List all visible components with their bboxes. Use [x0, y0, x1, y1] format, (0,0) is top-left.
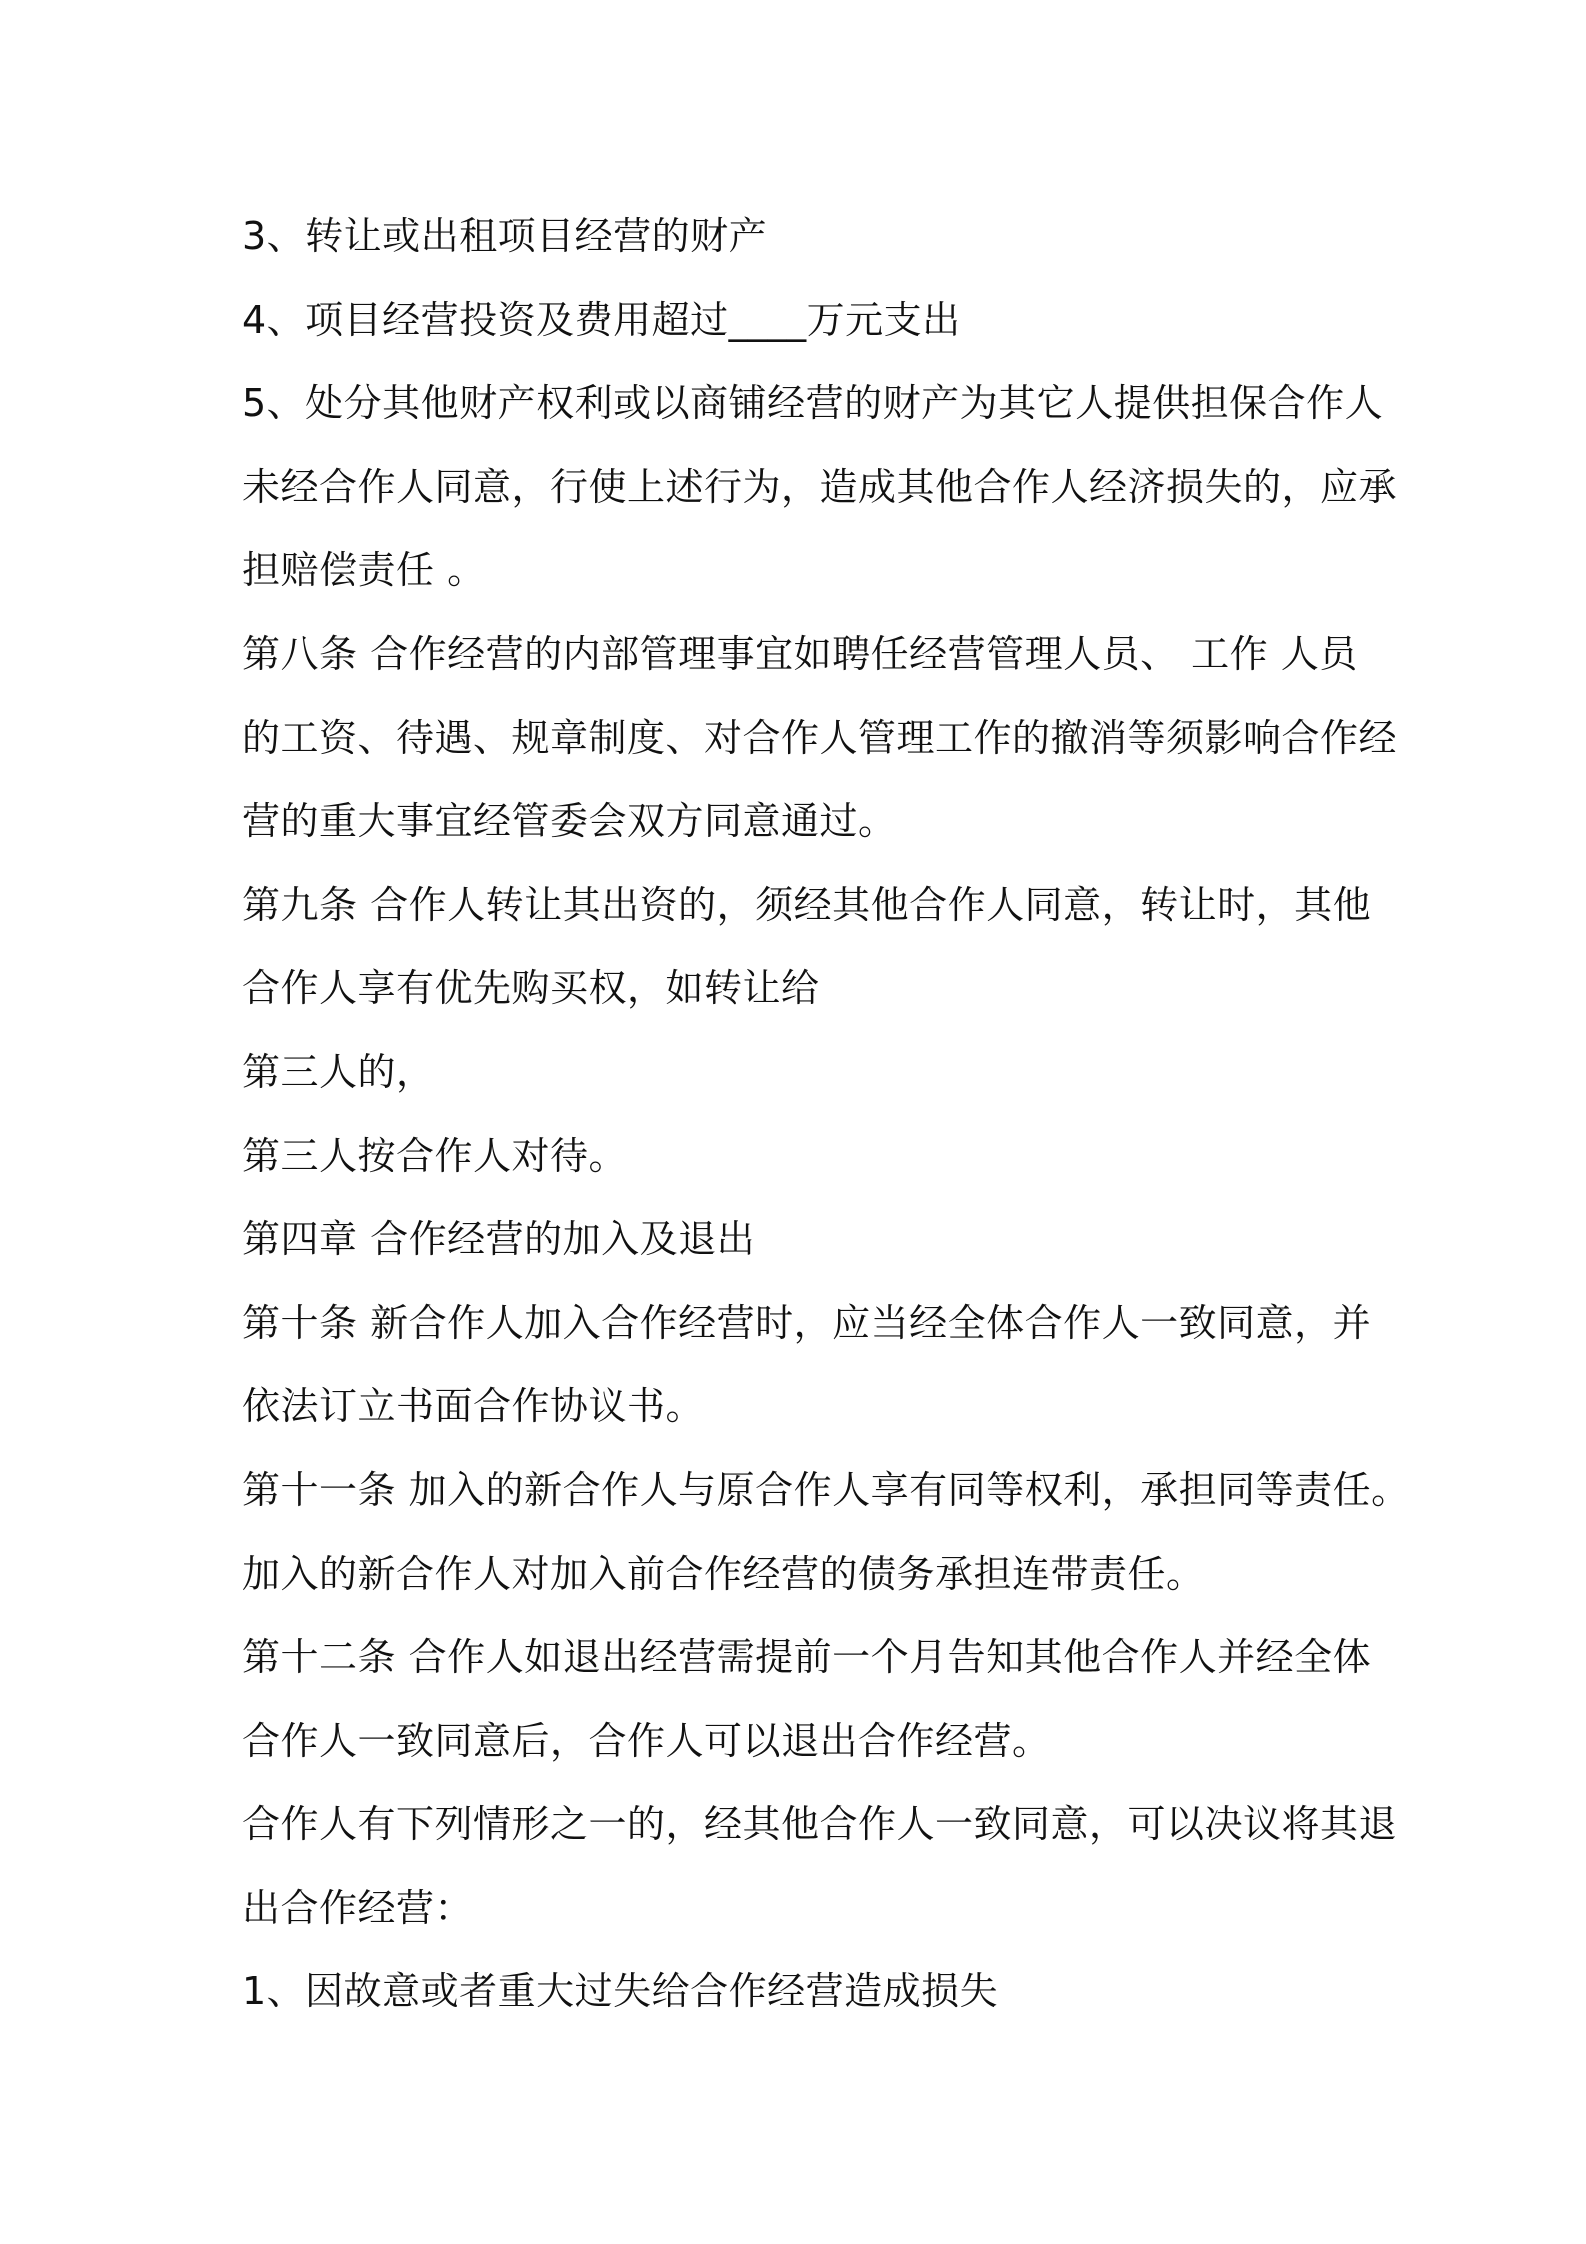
text-line: 第三人按合作人对待。: [242, 1133, 628, 1178]
article-9-heading: 第九条 合作人转让其出资的，须经其他合作人同意，转让时，其他: [242, 882, 1372, 927]
text-line: 出合作经营：: [242, 1885, 474, 1930]
text-line: 担赔偿责任 。: [242, 548, 486, 593]
text-line: 5、处分其他财产权利或以商铺经营的财产为其它人提供担保合作人: [242, 381, 1384, 426]
article-8-heading: 第八条 合作经营的内部管理事宜如聘任经营管理人员、 工作 人员: [242, 631, 1358, 676]
text-line: 合作人有下列情形之一的，经其他合作人一致同意，可以决议将其退: [242, 1802, 1398, 1847]
article-11-heading: 第十一条 加入的新合作人与原合作人享有同等权利，承担同等责任。: [242, 1467, 1410, 1512]
article-10-heading: 第十条 新合作人加入合作经营时，应当经全体合作人一致同意，并: [242, 1300, 1372, 1345]
text-line: 加入的新合作人对加入前合作经营的债务承担连带责任。: [242, 1551, 1205, 1596]
text-line: 依法订立书面合作协议书。: [242, 1384, 705, 1429]
text-line: 营的重大事宜经管委会双方同意通过。: [242, 799, 897, 844]
text-line: 第三人的，: [242, 1049, 435, 1094]
chapter-4-heading: 第四章 合作经营的加入及退出: [242, 1217, 756, 1262]
document-body: [242, 195, 1410, 2034]
text-line: 3、转让或出租项目经营的财产: [242, 214, 768, 258]
article-12-heading: 第十二条 合作人如退出经营需提前一个月告知其他合作人并经全体: [242, 1635, 1372, 1680]
text-line: 的工资、待遇、规章制度、对合作人管理工作的撤消等须影响合作经: [242, 715, 1398, 760]
text-line: 未经合作人同意，行使上述行为，造成其他合作人经济损失的，应承: [242, 464, 1398, 509]
text-line: 4、项目经营投资及费用超过____万元支出: [242, 297, 961, 342]
text-line: 1、因故意或者重大过失给合作经营造成损失: [242, 1969, 999, 2014]
text-line: 合作人享有优先购买权，如转让给: [242, 966, 820, 1011]
text-line: 合作人一致同意后，合作人可以退出合作经营。: [242, 1718, 1051, 1763]
